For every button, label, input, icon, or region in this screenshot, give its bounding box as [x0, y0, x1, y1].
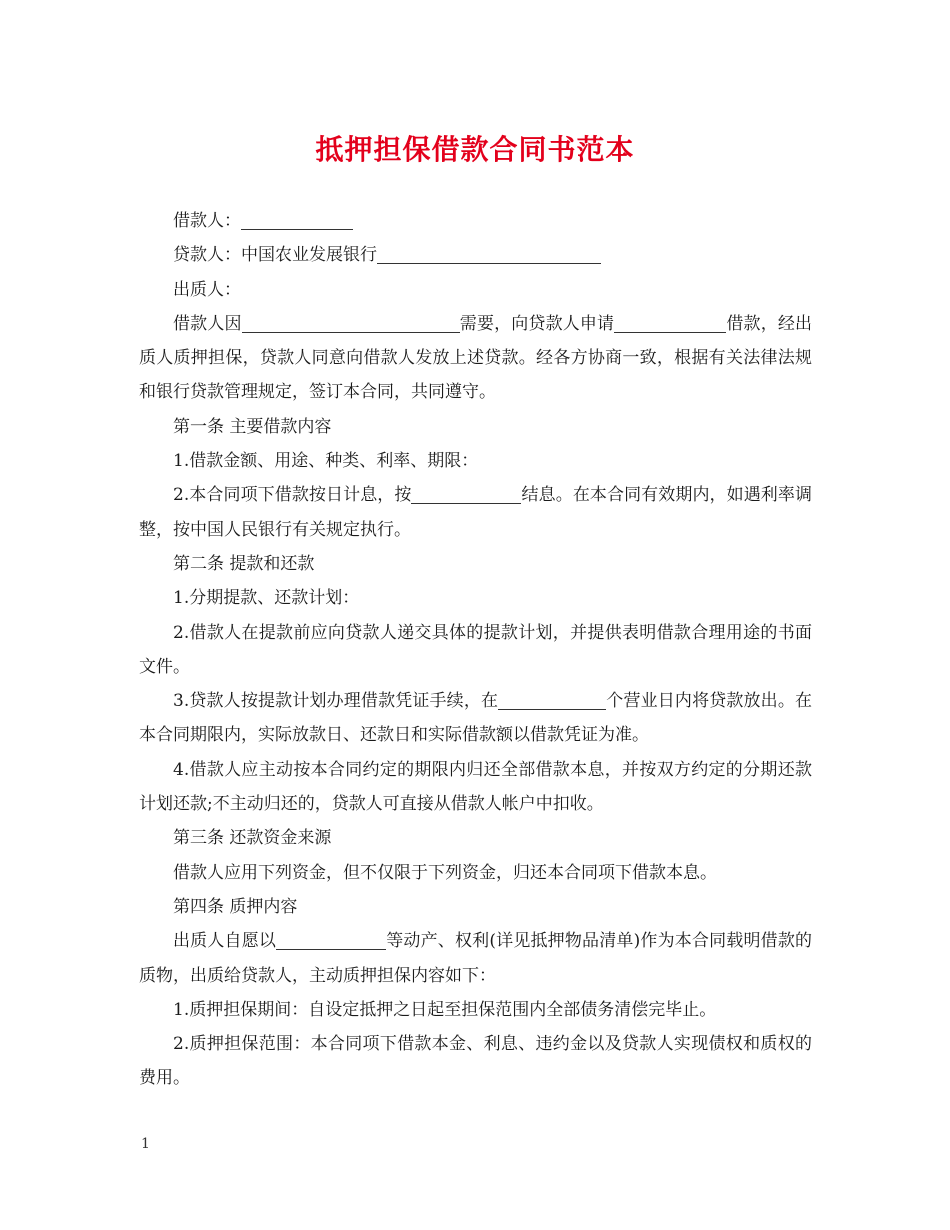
article-1-item-2-text-a: 2.本合同项下借款按日计息，按	[173, 485, 412, 506]
lender-blank	[377, 244, 601, 265]
intro-text-c: 借款，经出质人质押担保，贷款人同意向借款人发放上述贷款。经各方协商一致，根据有关法律法规和银行贷款管理规定，签订本合同，共同遵守。	[139, 313, 813, 403]
article-4-heading: 第四条 质押内容	[173, 896, 298, 917]
article-2-heading: 第二条 提款和还款	[173, 553, 315, 574]
borrower-label: 借款人：	[173, 211, 241, 231]
intro-paragraph	[139, 307, 812, 410]
borrower-line	[139, 204, 812, 238]
lender-name: 中国农业发展银行	[241, 245, 377, 266]
article-3-heading: 第三条 还款资金来源	[173, 828, 332, 849]
lender-label: 贷款人：	[173, 245, 241, 266]
business-days-blank	[498, 690, 606, 711]
intro-text-a: 借款人因	[173, 313, 242, 334]
interest-settlement-blank	[411, 484, 521, 505]
article-1-item-2-text-b: 结息。在本合同有效期内，如遇利率调整，按中国人民银行有关规定执行。	[139, 485, 812, 540]
page-number: 1	[141, 1136, 150, 1152]
article-2-item-3-text-a: 3.贷款人按提款计划办理借款凭证手续，在	[173, 691, 499, 712]
pledged-property-blank	[276, 930, 386, 951]
article-3-text: 借款人应用下列资金，但不仅限于下列资金，归还本合同项下借款本息。	[173, 862, 717, 883]
article-2-item-3	[139, 684, 812, 753]
article-2-item-4: 4.借款人应主动按本合同约定的期限内归还全部借款本息，并按双方约定的分期还款计划还款;不主动归还的，贷款人可直接从借款人帐户中扣收。	[139, 759, 812, 815]
article-1-item-2	[139, 478, 812, 547]
article-1-item-1: 1.借款金额、用途、种类、利率、期限：	[173, 451, 479, 472]
purpose-blank	[242, 312, 460, 333]
lender-line	[139, 238, 812, 272]
pledgor-line: 出质人：	[173, 279, 241, 300]
article-2-item-1: 1.分期提款、还款计划：	[173, 588, 360, 609]
borrower-blank	[241, 209, 353, 230]
article-4-item-2: 2.质押担保范围：本合同项下借款本金、利息、违约金以及贷款人实现债权和质权的费用。	[139, 1034, 812, 1089]
article-4-text-b: 等动产、权利(详见抵押物品清单)作为本合同载明借款的质物，出质给贷款人，主动质押担保内容如下：	[139, 931, 813, 986]
article-4-item-1: 1.质押担保期间：自设定抵押之日起至担保范围内全部债务清偿完毕止。	[173, 999, 717, 1020]
article-2-item-2: 2.借款人在提款前应向贷款人递交具体的提款计划，并提供表明借款合理用途的书面文件。	[139, 622, 812, 677]
article-4-text-a: 出质人自愿以	[173, 931, 277, 952]
intro-text-b: 需要，向贷款人申请	[459, 313, 615, 334]
article-1-heading: 第一条 主要借款内容	[173, 416, 332, 437]
document-title: 抵押担保借款合同书范本	[315, 133, 635, 166]
document-body	[139, 204, 812, 1096]
article-4-text	[139, 924, 812, 993]
loan-amount-blank	[614, 312, 726, 333]
article-2-item-3-text-b: 个营业日内将贷款放出。在本合同期限内，实际放款日、还款日和实际借款额以借款凭证为准。	[139, 691, 812, 746]
